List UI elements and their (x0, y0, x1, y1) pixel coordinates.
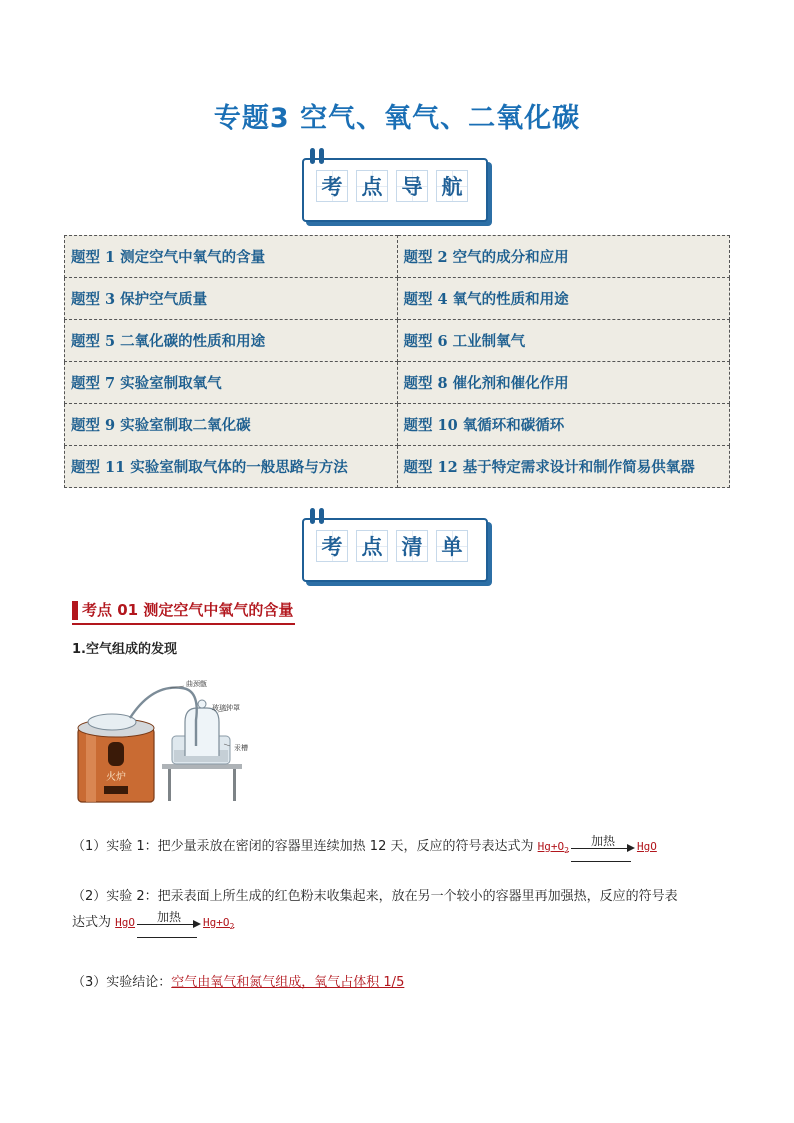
table-cell: 题型 1 测定空气中氧气的含量 (65, 236, 398, 278)
subheading: 1.空气组成的发现 (72, 642, 177, 657)
experiment-1-text: （1）实验 1：把少量汞放在密闭的容器里连续加热 12 天，反应的符号表达式为 (72, 839, 534, 854)
table-row (65, 446, 730, 488)
equation-product: HgO (636, 840, 657, 853)
experiment-conclusion: 空气由氧气和氮气组成，氧气占体积 1/5 (171, 975, 405, 990)
banner-char: 导 (396, 170, 428, 202)
label-trough: 汞槽 (234, 744, 248, 752)
table-row (65, 320, 730, 362)
furnace-label: 火炉 (106, 772, 126, 783)
banner-char: 航 (436, 170, 468, 202)
table-cell: 题型 9 实验室制取二氧化碳 (65, 404, 398, 446)
reaction-arrow: 加热 (571, 837, 635, 857)
section-title: 考点 01 测定空气中氧气的含量 (82, 601, 294, 619)
banner-char: 考 (316, 170, 348, 202)
banner-nav (302, 154, 490, 220)
banner-char: 考 (316, 530, 348, 562)
experiment-3-text: （3）实验结论： (72, 975, 172, 990)
page-title: 专题3 空气、氧气、二氧化碳 (213, 103, 581, 134)
table-leg (168, 769, 171, 801)
table-row (65, 236, 730, 278)
banner-char: 单 (436, 530, 468, 562)
table-row (65, 278, 730, 320)
label-retort: 曲颈甑 (186, 680, 207, 688)
table-top (162, 764, 242, 769)
bell-jar (185, 708, 219, 756)
experiment-1 (72, 834, 657, 864)
equation-reactant: $Hg+O_2$ (537, 840, 569, 856)
table-cell: 题型 6 工业制氧气 (397, 320, 730, 362)
table-cell: 题型 11 实验室制取气体的一般思路与方法 (65, 446, 398, 488)
banner-char: 点 (356, 170, 388, 202)
pin-icon (310, 148, 330, 166)
table-cell: 题型 8 催化剂和催化作用 (397, 362, 730, 404)
label-bell-jar: 玻璃钟罩 (212, 704, 240, 712)
table-cell: 题型 7 实验室制取氧气 (65, 362, 398, 404)
furnace-door (104, 786, 128, 794)
experiment-2 (72, 884, 732, 940)
pin-icon (310, 508, 330, 526)
banner-char: 点 (356, 530, 388, 562)
table-cell: 题型 12 基于特定需求设计和制作简易供氧器 (397, 446, 730, 488)
apparatus-illustration (72, 670, 252, 806)
equation-reactant: HgO (115, 916, 136, 929)
furnace-window (108, 742, 124, 766)
table-cell: 题型 10 氧循环和碳循环 (397, 404, 730, 446)
banner-char: 清 (396, 530, 428, 562)
table-cell: 题型 5 二氧化碳的性质和用途 (65, 320, 398, 362)
equation-product: $Hg+O_2$ (203, 916, 235, 932)
banner-list (302, 514, 490, 580)
bell-jar-knob (198, 700, 206, 708)
section-marker (72, 601, 78, 620)
table-row (65, 362, 730, 404)
table-leg (233, 769, 236, 801)
table-row (65, 404, 730, 446)
table-cell: 题型 2 空气的成分和应用 (397, 236, 730, 278)
section-heading (72, 600, 295, 625)
reaction-arrow: 加热 (137, 913, 201, 933)
experiment-2-text-cont: 达式为 (72, 915, 112, 930)
retort-flask (88, 714, 136, 730)
experiment-3 (72, 970, 404, 996)
question-type-table (64, 235, 730, 488)
experiment-2-text: （2）实验 2：把汞表面上所生成的红色粉末收集起来，放在另一个较小的容器里再加强热，反应的符号表 (72, 889, 678, 904)
table-cell: 题型 3 保护空气质量 (65, 278, 398, 320)
table-cell: 题型 4 氧气的性质和用途 (397, 278, 730, 320)
